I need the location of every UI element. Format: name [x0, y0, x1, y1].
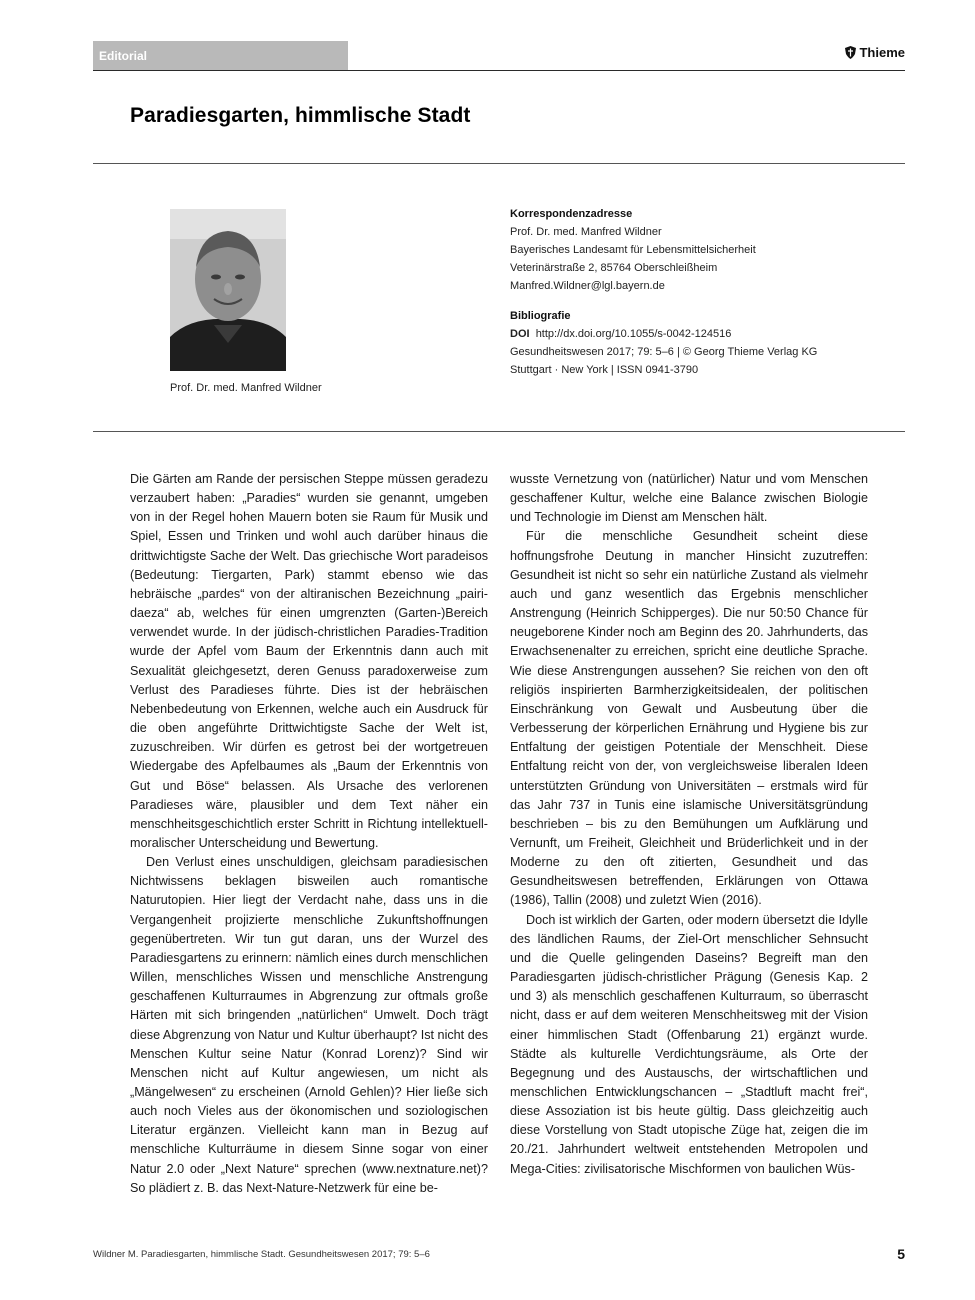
correspondence-heading: Korrespondenzadresse	[510, 208, 633, 220]
bibliography-heading: Bibliografie	[510, 310, 571, 322]
publisher-brand	[845, 45, 905, 60]
bibliography-line: Gesundheitswesen 2017; 79: 5–6 | © Georg Thieme Verlag KG	[510, 346, 818, 358]
correspondence-line: Bayerisches Landesamt für Lebensmittelsicherheit	[510, 244, 756, 256]
doi-label: DOI	[510, 328, 530, 340]
body-paragraph: wusste Vernetzung von (natürlicher) Natur und vom Menschen geschaffener Kultur, welche eine Balance zwischen Biologie und Technologie im Dienst am Menschen hält.	[510, 472, 868, 525]
article-title: Paradiesgarten, himmlische Stadt	[130, 104, 471, 127]
title-rule	[93, 163, 905, 164]
header-rule	[93, 70, 905, 71]
section-label: Editorial	[99, 49, 148, 63]
footer-citation: Wildner M. Paradiesgarten, himmlische Stadt. Gesundheitswesen 2017; 79: 5–6	[93, 1249, 430, 1260]
metadata-rule	[93, 431, 905, 432]
doi-line	[510, 325, 890, 343]
publisher-name: Thieme	[859, 45, 905, 60]
doi-link[interactable]: http://dx.doi.org/10.1055/s-0042-124516	[535, 328, 732, 340]
bibliography-line: Stuttgart · New York | ISSN 0941-3790	[510, 364, 699, 376]
page-number: 5	[897, 1246, 905, 1262]
author-photo	[170, 209, 286, 371]
body-paragraph: Doch ist wirklich der Garten, oder modern übersetzt die Idylle des ländlichen Raums, der Ziel-Ort menschlicher Sehnsucht und die Quelle gelingenden Daseins? Begreift man den Paradiesgarten jüdisch-christlicher Prägung (Genesis Kap. 2 und 3) als menschlich geschaffenen Kulturraum, so überrascht nicht, dass er auf dem weiteren Menschheitsweg mit der Vision einer himmlischen Stadt (Offenbarung 21) ergänzt wurde. Städte als kulturelle Verdichtungsräume, als Orte der Begegnung und des Austauschs, der wirtschaftlichen und menschlichen Entwicklungschancen – „Stadtluft macht frei“, diese Assoziation ist bis heute gültig. Dass gleichzeitig auch diese Vorstellung von Stadt utopische Züge hat, zeigen die im 20./21. Jahrhundert weltweit entstehenden Metropolen und Mega-Cities: zivilisatorische Mischformen von baulichen Wüs-	[510, 912, 868, 1176]
correspondence-email[interactable]: Manfred.Wildner@lgl.bayern.de	[510, 280, 665, 292]
body-paragraph: Für die menschliche Gesundheit scheint diese hoffnungsfrohe Deutung in mancher Hinsicht zuzutreffen: Gesundheit ist nicht so sehr ein natürliche Zustand als vielmehr auch und ganz wesentlich das Ergebnis menschlicher Anstrengung (Heinrich Schipperges). Die nur 50:50 Chance für neugeborene Kinder noch am Beginn des 20. Jahrhunderts, das Erwachsenenalter zu erreichen, spricht eine deutliche Sprache. Wie diese Anstrengungen aussehen? Sie reichen von den oft religiös inspirierten Barmherzigkeitsidealen, der politischen Einschränkung von Gewalt und Ausbeutung über die Verbesserung der körperlichen Ernährung und Hygiene bis zur Entfaltung der geistigen Potentiale der Menschheit. Diese Entfaltung reicht von der, von vergleichsweise liberalen Ideen unterstützten Gründung von Universitäten – erstmals wird für das Jahr 737 in Tunis eine islamische Universitätsgründung beschrieben – bis zu den Bemühungen um Aufklärung und Vernunft, um Freiheit, Gleichheit und Brüderlichkeit und in der Moderne zu den oft zitierten, Gesundheit und das Gesundheitswesen betreffenden, Erklärungen von Ottawa (1986), Tallin (2008) und zuletzt Wien (2016).	[510, 529, 868, 908]
correspondence-line: Veterinärstraße 2, 85764 Oberschleißheim	[510, 262, 718, 274]
thieme-logo-icon	[845, 46, 856, 59]
section-tab	[93, 41, 348, 71]
body-column-right	[510, 470, 868, 1179]
correspondence-line: Prof. Dr. med. Manfred Wildner	[510, 226, 662, 238]
body-paragraph: Die Gärten am Rande der persischen Steppe müssen geradezu verzaubert haben: „Paradies“ wurden sie genannt, umgeben von in der Regel hohen Mauern boten sie Raum für Musik und Spiel, Essen und Trinken und wohl auch darüber hinaus die drittwichtigste Sache der Welt. Das griechische Wort paradeisos (Bedeutung: Tiergarten, Park) stammt ebenso wie das hebräische „pardes“ von der altiranischen Bezeichnung „pairi-daeza“ ab, welches für einen umgrenzten (Garten-)Bereich verwendet wurde. In der jüdisch-christlichen Paradies-Tradition wurde der Apfel vom Baum der Erkenntnis dann auch mit Sexualität gleichgesetzt, deren Genuss paradoxerweise zum Verlust des Paradieses führte. Dies ist der hebräischen Nebenbedeutung von Erkennen, welche auch ein Ausdruck für die oben angeführte Drittwichtigste Sache der Welt ist, zuzuschreiben. Wir dürfen es getrost bei der wortgetreuen Wiedergabe des Apfelbaumes als „Baum der Erkenntnis von Gut und Böse“ belassen. Als Ursache des verlorenen Paradieses wäre, plausibler und dem Text näher ein menschheitsgeschichtlich erster Schritt in Richtung intellektuell-moralischer Unterscheidung und Bewertung.	[130, 472, 488, 850]
body-column-left	[130, 470, 488, 1198]
photo-caption: Prof. Dr. med. Manfred Wildner	[170, 382, 322, 394]
body-paragraph: Den Verlust eines unschuldigen, gleichsam paradiesischen Nichtwissens beklagen bisweilen auch romantische Naturutopien. Hier liegt der Verdacht nahe, dass uns in die Vergangenheit projizierte menschliche Zukunftshoffnungen gegenübertreten. Wir tun gut daran, uns der Wurzel des Paradiesgartens zu erinnern: nämlich eines durch menschlichen Willen, menschliches Wissen und menschliche Anstrengung geschaffenen Kulturraumes in Abgrenzung zur oftmals große Härten mit sich bringenden „natürlichen“ Umwelt. Doch trägt diese Abgrenzung von Natur und Kultur überhaupt? Ist nicht des Menschen Kultur seine Natur (Konrad Lorenz)? Sind wir Menschen nicht auf Kultur angewiesen, um nicht als „Mängelwesen“ zu erscheinen (Arnold Gehlen)? Hier ließe sich auch noch Vieles aus der ökonomischen und soziologischen Literatur ergänzen. Vielleicht kann man in Bezug auf menschliche Kulturräume in diesem Sinne sogar von einer Natur 2.0 oder „Next Nature“ sprechen (www.nextnature.net)? So plädiert z. B. das Next-Nature-Netzwerk für eine be-	[130, 855, 488, 1195]
article-metadata	[510, 205, 890, 379]
